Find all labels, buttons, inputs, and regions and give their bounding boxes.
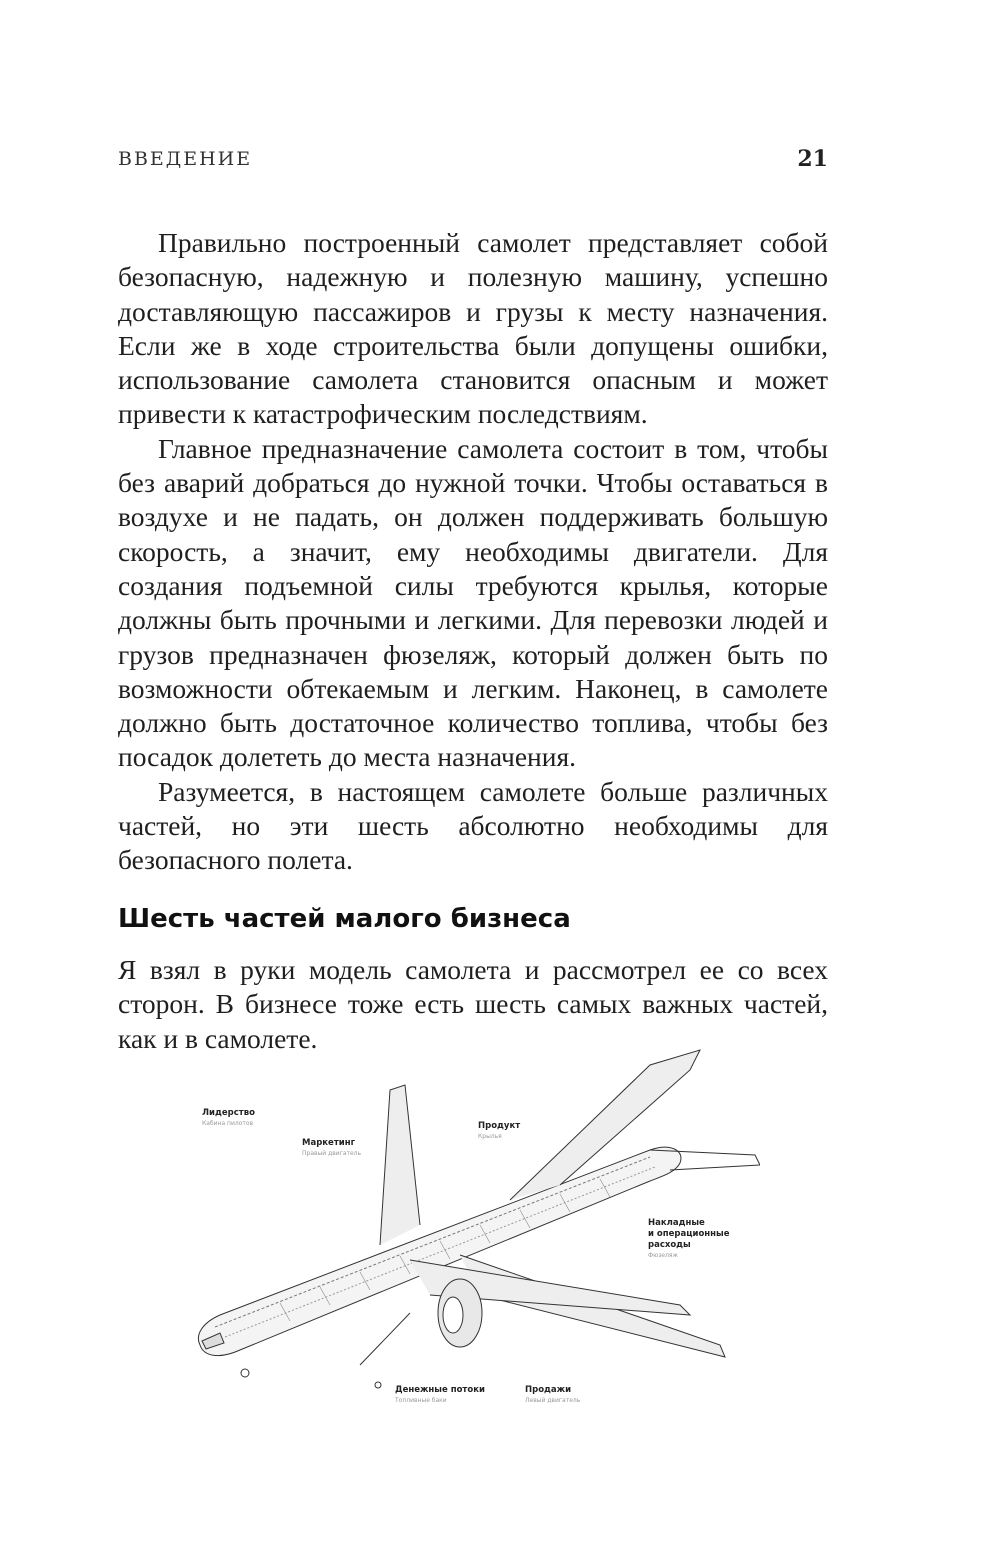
label-sales-title: Продажи [525, 1385, 572, 1395]
label-cashflow [394, 1385, 485, 1404]
label-overhead-line1: Накладные [648, 1218, 705, 1228]
label-sales [525, 1385, 581, 1404]
label-overhead [648, 1218, 730, 1259]
label-overhead-line2: и операционные [648, 1229, 730, 1239]
label-leadership-sub: Кабина пилотов [202, 1120, 254, 1127]
label-cashflow-sub: Топливные баки [395, 1397, 447, 1404]
paragraph-3: Разумеется, в настоящем самолете больше различных частей, но эти шесть абсолютно необходимы для безопасного полета. [118, 775, 828, 876]
section-body [118, 953, 828, 1056]
label-marketing [302, 1138, 362, 1157]
label-cashflow-title: Денежные потоки [395, 1385, 485, 1395]
label-marketing-sub: Правый двигатель [302, 1150, 362, 1157]
label-product-sub: Крылья [478, 1133, 502, 1140]
airplane-diagram [180, 1045, 760, 1415]
label-leadership [202, 1108, 255, 1127]
paragraph-2: Главное предназначение самолета состоит в том, чтобы без аварий добраться до нужной точки. Чтобы оставаться в воздухе и не падать, он должен поддерживать большую скорость, а значит, ему необходимы двигатели. Для создания подъемной силы требуются крылья, которые должны быть прочными и легкими. Для перевозки людей и грузов предназначен фюзеляж, который должен быть по возможности обтекаемым и легким. Наконец, в самолете должно быть достаточное количество топлива, чтобы без посадок долететь до места назначения. [118, 432, 828, 773]
label-product-title: Продукт [478, 1121, 521, 1131]
label-leadership-title: Лидерство [202, 1108, 255, 1118]
main-text [118, 226, 828, 878]
section-intro-paragraph: Я взял в руки модель самолета и рассмотрел ее со всех сторон. В бизнесе тоже есть шесть самых важных частей, как и в самолете. [118, 954, 828, 1054]
page-number: 21 [797, 146, 828, 172]
label-product [478, 1121, 520, 1140]
running-head: ВВЕДЕНИЕ [118, 148, 253, 170]
label-marketing-title: Маркетинг [302, 1138, 356, 1148]
label-overhead-line3: расходы [648, 1240, 691, 1250]
label-overhead-sub: Фюзеляж [648, 1252, 678, 1259]
label-sales-sub: Левый двигатель [525, 1397, 581, 1404]
section-heading: Шесть частей малого бизнеса [118, 904, 571, 934]
paragraph-1: Правильно построенный самолет представляет собой безопасную, надежную и полезную машину, успешно доставляющую пассажиров и грузы к месту назначения. Если же в ходе строительства были допущены ошибки, использование самолета становится опасным и может привести к катастрофическим последствиям. [118, 227, 828, 430]
